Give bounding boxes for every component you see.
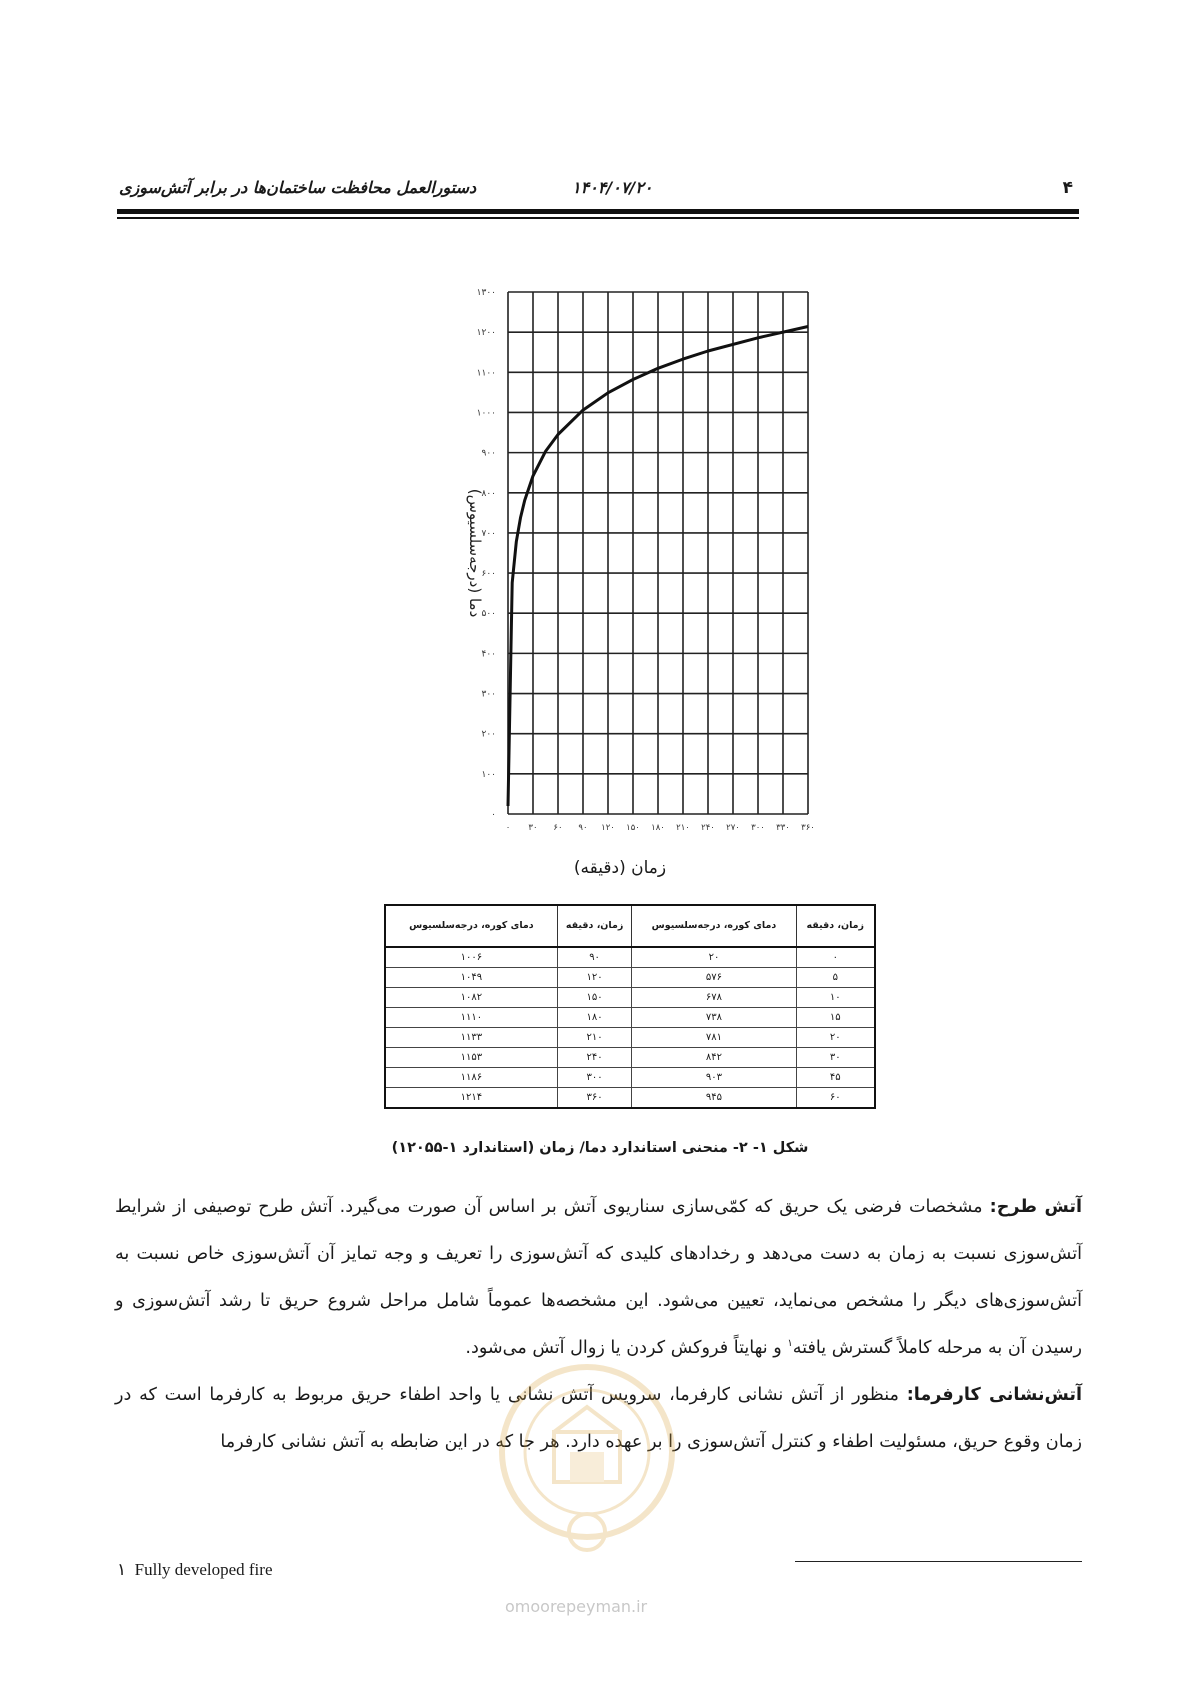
table-cell: ۱۱۵۳ [385, 1048, 557, 1068]
y-axis-label: دما (درجه‌سلسیوس) [466, 488, 484, 618]
y-tick-label: ۳۰۰ [481, 689, 496, 700]
table-row [385, 1088, 875, 1109]
header-date: ۱۴۰۴/۰۷/۲۰ [572, 178, 653, 197]
y-tick-label: ۱۲۰۰ [476, 328, 496, 339]
table-cell: ۲۱۰ [557, 1028, 632, 1048]
y-tick-label: ۱۳۰۰ [476, 288, 496, 298]
y-tick-label: ۷۰۰ [481, 528, 496, 539]
table-cell: ۲۰ [632, 947, 796, 968]
table-cell: ۱۱۸۶ [385, 1068, 557, 1088]
table-cell: ۱۰۸۲ [385, 988, 557, 1008]
x-tick-label: ۹۰ [578, 823, 588, 833]
y-tick-label: ۸۰۰ [481, 488, 496, 499]
table-header-cell: دمای کوره، درجه‌سلسیوس [385, 905, 557, 947]
table-cell: ۱۰۴۹ [385, 968, 557, 988]
x-tick-label: ۲۱۰ [676, 823, 690, 833]
table-cell: ۱۵۰ [557, 988, 632, 1008]
footnote [117, 1560, 273, 1580]
table-cell: ۳۰۰ [557, 1068, 632, 1088]
footnote-text: Fully developed fire [134, 1560, 273, 1579]
table-cell: ۶۰ [796, 1088, 875, 1109]
table-header-cell: زمان، دقیقه [796, 905, 875, 947]
table-row [385, 1068, 875, 1088]
paragraph-design-fire [115, 1184, 1082, 1372]
table-header-cell: دمای کوره، درجه‌سلسیوس [632, 905, 796, 947]
table-cell: ۱۱۳۳ [385, 1028, 557, 1048]
table-cell: ۱۰ [796, 988, 875, 1008]
y-tick-label: ۱۱۰۰ [476, 368, 496, 379]
table-cell: ۸۴۲ [632, 1048, 796, 1068]
table-cell: ۱۲۱۴ [385, 1088, 557, 1109]
table-cell: ۰ [796, 947, 875, 968]
table-cell: ۵۷۶ [632, 968, 796, 988]
header-rule-thin [117, 217, 1079, 219]
x-tick-label: ۱۵۰ [626, 823, 640, 833]
x-tick-label: ۶۰ [553, 823, 563, 833]
page-number: ۴ [1062, 178, 1073, 198]
table-row [385, 968, 875, 988]
table-cell: ۷۳۸ [632, 1008, 796, 1028]
table-cell: ۹۰۳ [632, 1068, 796, 1088]
table-cell: ۷۸۱ [632, 1028, 796, 1048]
header-rule-thick [117, 209, 1079, 214]
y-tick-label: ۱۰۰ [481, 769, 496, 780]
y-tick-label: ۰ [491, 810, 496, 820]
table-cell: ۱۲۰ [557, 968, 632, 988]
term-employer-fire-service: آتش‌نشانی کارفرما: [906, 1385, 1082, 1405]
table-header-cell: زمان، دقیقه [557, 905, 632, 947]
footnote-rule [795, 1561, 1082, 1562]
table-body [385, 947, 875, 1108]
term-design-fire: آتش طرح: [989, 1197, 1082, 1217]
x-tick-label: ۳۰۰ [751, 823, 765, 833]
table-header-row [385, 905, 875, 947]
y-tick-label: ۹۰۰ [481, 448, 496, 459]
table-cell: ۹۰ [557, 947, 632, 968]
x-tick-label: ۳۳۰ [776, 823, 790, 833]
header-title: دستورالعمل محافظت ساختمان‌ها در برابر آتش‌سوزی [119, 178, 477, 197]
table-cell: ۹۴۵ [632, 1088, 796, 1109]
y-tick-label: ۵۰۰ [481, 609, 496, 620]
footnote-reference: ۱ [787, 1338, 793, 1350]
table-cell: ۳۶۰ [557, 1088, 632, 1109]
temperature-table [384, 904, 876, 1109]
paragraph-text: منظور از آتش نشانی کارفرما، سرویس آتش نشانی یا واحد اطفاء حریق مربوط به کارفرما است که در زمان وقوع حریق، مسئولیت اطفاء و کنترل آتش‌سوزی را بر عهده دارد. هر جا که در این ضابطه به آتش نشانی کارفرما [115, 1385, 1082, 1452]
y-tick-label: ۶۰۰ [481, 569, 496, 580]
table-row [385, 1048, 875, 1068]
footnote-number: ۱ [117, 1560, 127, 1579]
table-cell: ۱۵ [796, 1008, 875, 1028]
paragraph-text: مشخصات فرضی یک حریق که کمّی‌سازی سناریوی آتش بر اساس آن صورت می‌گیرد. آتش طرح توصیفی از شرایط آتش‌سوزی نسبت به زمان به دست می‌دهد و رخدادهای کلیدی که آتش‌سوزی را تعریف و وجه تمایز آن آتش‌سوزی خاص نسبت به آتش‌سوزی‌های دیگر را مشخص می‌نماید، تعیین می‌شود. این مشخصه‌ها عموماً شامل مراحل شروع حریق تا رشد آتش‌سوزی و رسیدن آن به مرحله کاملاً گسترش یافته [115, 1197, 1082, 1358]
table-cell: ۱۸۰ [557, 1008, 632, 1028]
table-cell: ۲۴۰ [557, 1048, 632, 1068]
x-tick-label: ۲۴۰ [701, 823, 715, 833]
page-header [117, 178, 1079, 206]
table-row [385, 947, 875, 968]
watermark-url: omoorepeyman.ir [505, 1597, 648, 1616]
x-tick-label: ۰ [505, 823, 511, 833]
y-tick-label: ۲۰۰ [481, 729, 496, 740]
table-row [385, 1008, 875, 1028]
y-tick-label: ۴۰۰ [481, 649, 496, 660]
table-cell: ۵ [796, 968, 875, 988]
y-tick-label: ۱۰۰۰ [476, 408, 496, 419]
table-cell: ۳۰ [796, 1048, 875, 1068]
paragraph-text: و نهایتاً فروکش کردن یا زوال آتش می‌شود. [465, 1338, 788, 1358]
watermark-logo [492, 1352, 682, 1572]
x-tick-label: ۳۰ [528, 823, 538, 833]
x-axis-label: زمان (دقیقه) [573, 858, 667, 878]
x-tick-label: ۳۶۰ [801, 823, 815, 833]
x-tick-label: ۲۷۰ [726, 823, 740, 833]
table-cell: ۴۵ [796, 1068, 875, 1088]
x-tick-label: ۱۲۰ [601, 823, 615, 833]
table-cell: ۲۰ [796, 1028, 875, 1048]
table-cell: ۱۱۱۰ [385, 1008, 557, 1028]
table-row [385, 988, 875, 1008]
table-cell: ۶۷۸ [632, 988, 796, 1008]
figure-caption: شکل ۱- ۲- منحنی استاندارد دما/ زمان (استاندارد ۱-۱۲۰۵۵) [391, 1140, 809, 1156]
table-cell: ۱۰۰۶ [385, 947, 557, 968]
x-tick-label: ۱۸۰ [651, 823, 665, 833]
temperature-time-chart [448, 280, 828, 840]
table-row [385, 1028, 875, 1048]
